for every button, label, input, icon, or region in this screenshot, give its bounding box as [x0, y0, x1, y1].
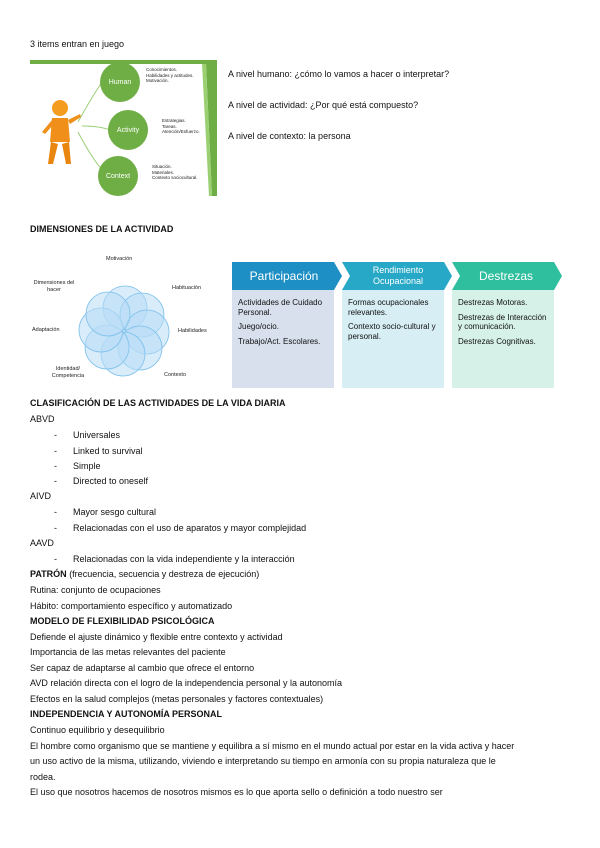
label-identidad: Identidad/ Competencia	[51, 366, 85, 379]
column-item: Destrezas Cognitivas.	[458, 336, 536, 346]
occupational-columns	[232, 262, 564, 390]
flower-diagram	[30, 252, 220, 392]
header-destrezas: Destrezas	[478, 268, 534, 283]
list-dash: -	[54, 523, 57, 533]
connector-line	[78, 82, 102, 122]
indep-line: rodea.	[30, 772, 56, 782]
context-node: Context	[98, 156, 138, 196]
list-dash: -	[54, 430, 57, 440]
list-dash: -	[54, 476, 57, 486]
modelo-line: AVD relación directa con el logro de la independencia personal y la autonomía	[30, 678, 343, 688]
context-item: Situación.	[152, 164, 172, 169]
indep-line: El hombre como organismo que se mantiene y equilibra a sí mismo en el mundo actual por estar en la vida activa y hacer	[30, 741, 515, 751]
header-rendimiento: Rendimiento Ocupacional	[372, 265, 424, 286]
section-title-independencia: INDEPENDENCIA Y AUTONOMÍA PERSONAL	[30, 709, 223, 719]
patron-subtitle: (frecuencia, secuencia y destreza de ejecución)	[69, 569, 260, 579]
indep-line: Continuo equilibrio y desequilibrio	[30, 725, 165, 735]
column-item: Juego/ocio.	[238, 322, 279, 331]
label-contexto: Contexto	[164, 372, 187, 378]
human-item: Conocimientos.	[146, 67, 178, 72]
level-context: A nivel de contexto: la persona	[228, 131, 351, 141]
habito-text: Hábito: comportamiento específico y automatizado	[30, 601, 233, 611]
person-figure-icon	[42, 100, 81, 164]
section-title-modelo: MODELO DE FLEXIBILIDAD PSICOLÓGICA	[30, 616, 215, 626]
list-item: Simple	[73, 461, 101, 471]
intro-text: 3 items entran en juego	[30, 39, 125, 49]
label-habilidades: Habilidades	[178, 328, 207, 334]
column-item: Contexto socio-cultural y personal.	[348, 322, 436, 341]
column-participacion	[232, 290, 334, 388]
column-item: Destrezas de Interacción y comunicación.	[458, 312, 547, 331]
column-rendimiento	[342, 290, 444, 388]
activity-item: Atención/Esfuerzo.	[162, 129, 200, 134]
indep-line: un uso activo de la misma, utilizando, viviendo e interpretando su tiempo en armonía con su propia naturaleza que le	[30, 756, 496, 766]
column-destrezas	[452, 290, 554, 388]
label-adaptacion: Adaptación	[32, 327, 60, 333]
rutina-text: Rutina: conjunto de ocupaciones	[30, 585, 161, 595]
human-item: Habilidades y actitudes.	[146, 72, 194, 78]
modelo-line: Efectos en la salud complejos (metas personales y factores contextuales)	[30, 694, 324, 704]
context-items	[152, 164, 198, 181]
section-title-clasificacion: CLASIFICACIÓN DE LAS ACTIVIDADES DE LA VIDA DIARIA	[30, 398, 286, 408]
list-item: Relacionadas con el uso de aparatos y mayor complejidad	[73, 523, 307, 533]
list-dash: -	[54, 507, 57, 517]
human-item: Motivación.	[146, 78, 169, 83]
modelo-line: Importancia de las metas relevantes del paciente	[30, 647, 226, 657]
activity-node: Activity	[108, 110, 148, 150]
activity-item: Estrategias.	[162, 118, 186, 123]
list-item: Linked to survival	[73, 446, 143, 456]
modelo-line: Defiende el ajuste dinámico y flexible entre contexto y actividad	[30, 632, 283, 642]
context-item: Contexto sociocultural.	[152, 175, 198, 180]
list-dash: -	[54, 554, 57, 564]
header-participacion: Participación	[249, 268, 319, 283]
human-node: Human	[100, 62, 140, 102]
indep-line: El uso que nosotros hacemos de nosotros mismos es lo que aporta sello o definición a todo nuestro ser	[30, 787, 443, 797]
section-title-dimensiones: DIMENSIONES DE LA ACTIVIDAD	[30, 224, 174, 234]
connector-line	[82, 126, 110, 130]
list-item: Mayor sesgo cultural	[73, 507, 157, 517]
patron-title: PATRÓN	[30, 569, 67, 579]
column-item: Trabajo/Act. Escolares.	[238, 336, 321, 346]
label-motivacion: Motivación	[106, 256, 133, 262]
context-item: Materiales.	[152, 169, 175, 175]
column-item: Destrezas Motoras.	[458, 298, 528, 307]
column-item: Actividades de Cuidado Personal.	[238, 298, 323, 317]
aavd-label: AAVD	[30, 538, 54, 548]
level-human: A nivel humano: ¿cómo lo vamos a hacer o interpretar?	[228, 69, 450, 79]
column-item: Formas ocupacionales relevantes.	[348, 298, 429, 317]
list-dash: -	[54, 461, 57, 471]
list-item: Relacionadas con la vida independiente y la interacción	[73, 554, 295, 564]
human-activity-context-figure	[30, 60, 217, 196]
modelo-line: Ser capaz de adaptarse al cambio que ofrece el entorno	[30, 663, 255, 673]
list-dash: -	[54, 446, 57, 456]
activity-item: Tareas.	[162, 123, 177, 129]
aivd-label: AIVD	[30, 491, 52, 501]
activity-items	[162, 118, 200, 135]
abvd-label: ABVD	[30, 414, 55, 424]
patron-heading	[30, 568, 259, 580]
list-item: Directed to oneself	[73, 476, 149, 486]
level-activity: A nivel de actividad: ¿Por qué está compuesto?	[228, 100, 419, 110]
label-dimensiones-hacer: Dimensiones del hacer	[33, 280, 75, 293]
human-items	[146, 67, 194, 84]
list-item: Universales	[73, 430, 121, 440]
label-habituacion: Habituación	[172, 285, 202, 291]
